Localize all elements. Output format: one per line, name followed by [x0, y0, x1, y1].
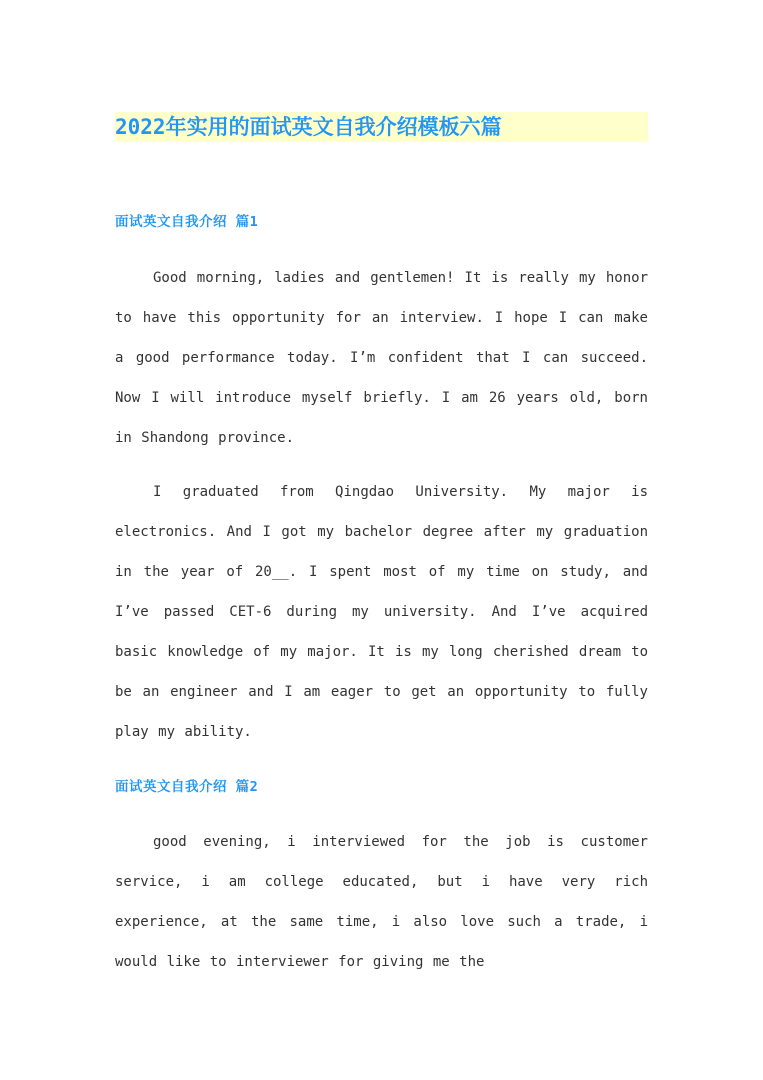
- page-title: 2022年实用的面试英文自我介绍模板六篇: [115, 112, 648, 142]
- paragraph-1-1: Good morning, ladies and gentlemen! It is really my honor to have this opportunity for an interview. I hope I can make a good performance today. I’m confident that I can succeed. Now I will introduce myself briefly. I am 26 years old, born in Shandong province.: [115, 270, 648, 446]
- section-heading-1: 面试英文自我介绍 篇1: [115, 214, 259, 230]
- section-heading-2: 面试英文自我介绍 篇2: [115, 779, 259, 795]
- paragraph-1-2: I graduated from Qingdao University. My major is electronics. And I got my bachelor degree after my graduation in the year of 20__. I spent most of my time on study, and I’ve passed CET-6 during my university. And I’ve acquired basic knowledge of my major. It is my long cherished dream to be an engineer and I am eager to get an opportunity to fully play my ability.: [115, 484, 648, 740]
- paragraph-2-1: good evening, i interviewed for the job is customer service, i am college educated, but i have very rich experience, at the same time, i also love such a trade, i would like to interviewer for giving me the: [115, 834, 648, 970]
